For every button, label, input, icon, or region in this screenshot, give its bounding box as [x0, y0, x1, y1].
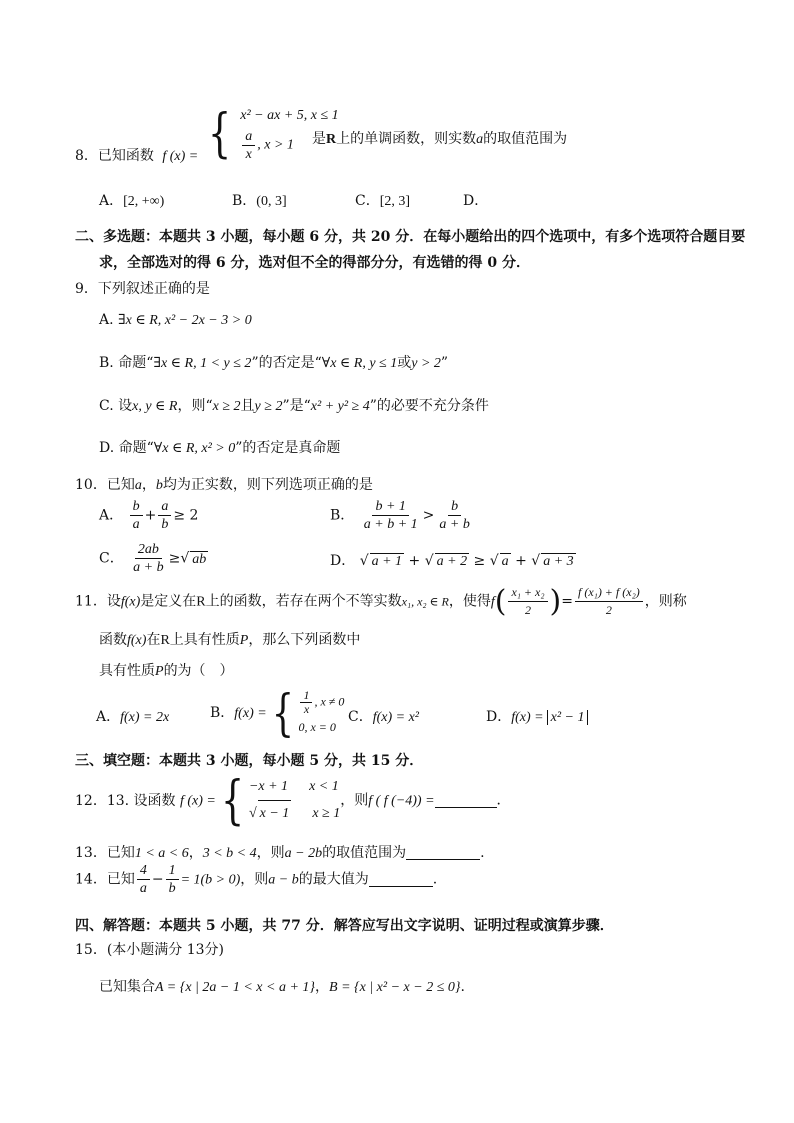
q8-stem-tail: 是R上的单调函数，则实数a的取值范围为 [312, 131, 568, 147]
q9-option-a[interactable]: A. ∃x ∈ R, x² − 2x − 3 > 0 [99, 312, 252, 328]
q8-pieces: x² − ax + 5, x ≤ 1 $\frac{a}{x}$ , x > 1 [240, 108, 339, 162]
q10-option-c[interactable]: C． $\frac{2ab}{a + b}$ ≥√ ab [99, 542, 207, 575]
q8-stem: 8．已知函数 f (x) = { x² − ax + 5, x ≤ 1 $\frac{a}{x}$ , x > 1 [75, 103, 339, 164]
q10-option-d[interactable]: D． √ a + 1 + √ a + 2 ≥ √ a + √ a + 3 [330, 553, 574, 569]
q8-func: f (x) = [162, 148, 199, 164]
q13-answer-blank[interactable] [406, 859, 480, 860]
q8-option-d[interactable]: D． [463, 193, 489, 209]
q11-line1: 11．设f(x)是定义在R上的函数，若存在两个不等实数x₁, x₂ ∈ R，使得f( $\frac{\text{x₁ + x₂}}{2}$ )= $\frac{\text{f (x₁) + f (x₂)}}{2}$ ，则称 [75, 583, 687, 619]
q8-option-a[interactable]: A．[2, +∞) [99, 193, 165, 209]
q8-fraction: $\frac{a}{x}$ [242, 128, 255, 163]
q8-brace: { [207, 103, 231, 164]
q11-line2: 函数f(x)在R上具有性质P，那么下列函数中 [99, 632, 361, 648]
q10-stem: 10．已知a，b均为正实数，则下列选项正确的是 [75, 477, 373, 493]
q11-option-a[interactable]: A．f(x) = 2x [96, 709, 170, 725]
q10-option-a[interactable]: A． $\frac{b}{a}$ + $\frac{a}{b}$ ≥ 2 [99, 499, 199, 532]
q9-option-c[interactable]: C. 设x, y ∈ R，则“x ≥ 2且y ≥ 2”是“x² + y² ≥ 4”的必要不充分条件 [99, 398, 489, 414]
q8-option-c[interactable]: C．[2, 3] [355, 193, 411, 209]
q9-option-d[interactable]: D. 命题“∀x ∈ R, x² > 0”的否定是真命题 [99, 440, 341, 456]
sec2-header: 二、多选题：本题共 3 小题，每小题 6 分，共 20 分．在每小题给出的四个选项中，有多个选项符合题目要 [75, 229, 746, 245]
q14-answer-blank[interactable] [369, 886, 433, 887]
q11-line3: 具有性质P的为（ ） [99, 663, 234, 679]
q11-option-b[interactable]: B．f(x) ={ $\frac{1}{x}$ , x ≠ 0 0, x = 0 [210, 684, 345, 742]
q12-stem: 12．13. 设函数 f (x) ={ −x + 1 x < 1 √ x − 1 x ≥ 1 ，则f ( f (−4)) = ． [75, 770, 511, 831]
q14-stem: 14．已知 $\frac{4}{a}$ − $\frac{1}{b}$ = 1(b > 0)，则a − b的最大值为 . [75, 863, 438, 896]
q8-option-b[interactable]: B．(0, 3] [232, 193, 287, 209]
sec3-header: 三、填空题：本题共 3 小题，每小题 5 分，共 15 分． [75, 753, 424, 769]
q9-option-b[interactable]: B. 命题“∃x ∈ R, 1 < y ≤ 2”的否定是“∀x ∈ R, y ≤ 1或y > 2” [99, 355, 449, 371]
sec2-header-line2: 求，全部选对的得 6 分，选对但不全的得部分分，有选错的得 0 分． [99, 255, 530, 271]
q11-option-c[interactable]: C．f(x) = x² [348, 709, 420, 725]
q11-option-d[interactable]: D．f(x) = x² − 1 [486, 706, 588, 726]
q12-answer-blank[interactable] [435, 807, 497, 808]
q15-stem: 已知集合A = {x | 2a − 1 < x < a + 1}，B = {x | x² − x − 2 ≤ 0}. [99, 979, 465, 995]
q10-option-b[interactable]: B． $\frac{b + 1}{a + b + 1}$ > $\frac{b}{a + b}$ [330, 499, 470, 532]
q9-stem: 9．下列叙述正确的是 [75, 281, 210, 297]
sec4-header: 四、解答题：本题共 5 小题，共 77 分．解答应写出文字说明、证明过程或演算步骤． [75, 918, 614, 934]
q13-stem: 13．已知1 < a < 6，3 < b < 4，则a − 2b的取值范围为 . [75, 845, 485, 861]
q15-title: 15．(本小题满分 13分) [75, 942, 225, 958]
